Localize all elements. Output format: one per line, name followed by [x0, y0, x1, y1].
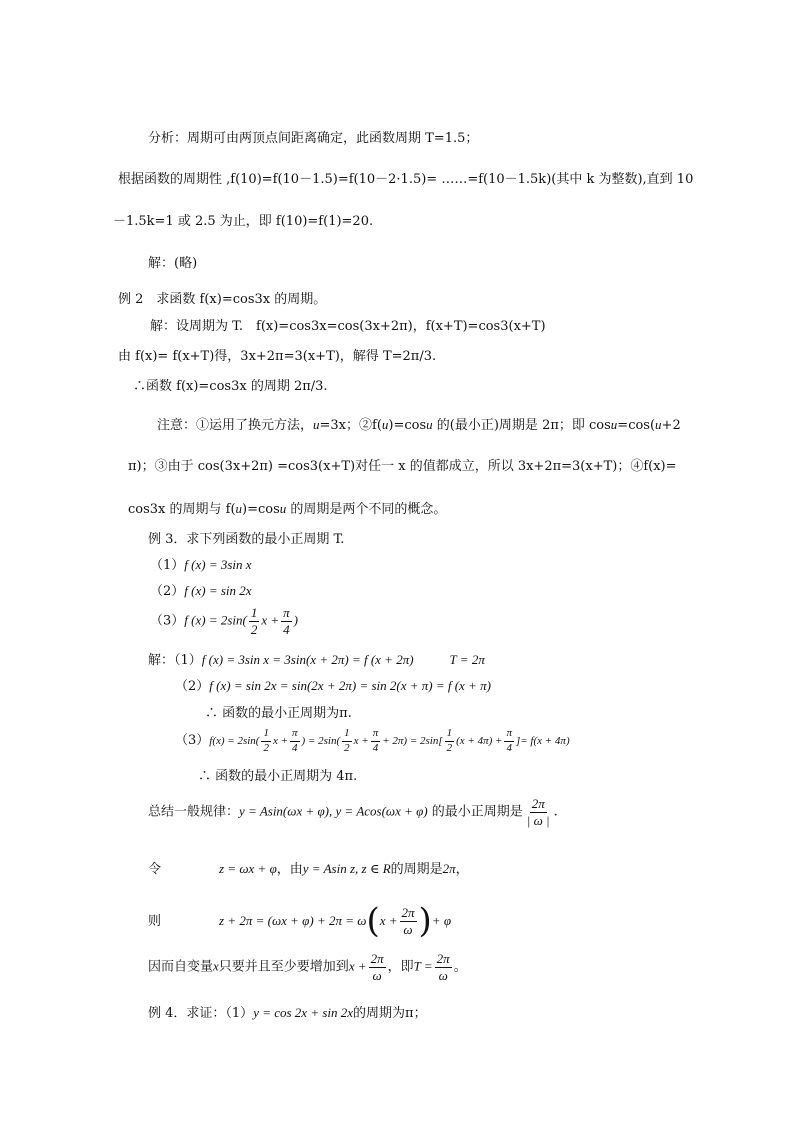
fraction: $\frac{2\pi}{\omega}$ — [436, 951, 450, 983]
solution-omitted: 解：(略) — [148, 256, 198, 271]
example-3-solution-2: （2）f (x) = sin 2x = sin(2x + 2π) = sin 2(x + π) = f (x + π) — [175, 678, 491, 694]
analysis-line: 分析：周期可由两顶点间距离确定，此函数周期 T=1.5； — [148, 131, 479, 146]
example-3-solution-1: 解：（1）f (x) = 3sin x = 3sin(x + 2π) = f (x + 2π) T = 2π — [148, 652, 485, 668]
example-4-line: 例 4．求证：（1）y = cos 2x + sin 2x的周期为π； — [148, 1005, 427, 1021]
general-rule: 总结一般规律：y = Asin(ωx + φ), y = Acos(ωx + φ) 的最小正周期是 $\frac{2\pi}{| \omega |}$ . — [148, 796, 558, 828]
example-2-solution-1: 解：设周期为 T. f(x)=cos3x=cos(3x+2π)，f(x+T)=cos3(x+T) — [150, 319, 546, 334]
example-3-item-2: （2）f (x) = sin 2x — [150, 583, 252, 599]
fraction: $\frac{\pi}{4}$ — [283, 605, 290, 637]
example-2-conclusion: ∴函数 f(x)=cos3x 的周期 2π/3. — [133, 379, 328, 394]
fraction: $\frac{1}{2}$ — [446, 727, 453, 754]
let-line: 令 z = ωx + φ，由y = Asin z, z ∈ R的周期是2π， — [148, 861, 469, 877]
example-3-conclusion-3: ∴ 函数的最小正周期为 4π. — [198, 769, 358, 784]
fraction: $\frac{1}{2}$ — [344, 727, 350, 754]
then-line: 则 z + 2π = (ωx + φ) + 2π = ω(x + $\frac{2\pi}{\omega}$ )+ φ — [148, 901, 452, 941]
fraction: $\frac{2\pi}{\omega}$ — [401, 905, 415, 937]
example-3-solution-3: （3）f(x) = 2sin( $\frac{1}{2}$ x + $\frac{\pi}{4}$ ) = 2sin( $\frac{1}{2}$ x + $\frac{\pi}{4}$ + 2π) = 2sin[ $\frac{1}{2}$ (x + 4π) + $\frac{\pi}{4}$ ]= f(x + 4π) — [175, 727, 570, 754]
fraction: $\frac{1}{2}$ — [263, 727, 269, 754]
example-3-title: 例 3．求下列函数的最小正周期 T. — [148, 532, 345, 547]
note-line-1: 注意：①运用了换元方法，u=3x；②f(u)=cosu 的(最小正)周期是 2π；即 cosu=cos(u+2 — [157, 417, 681, 433]
periodicity-line: 根据函数的周期性 ,f(10)=f(10－1.5)=f(10－2·1.5)= ……=f(10－1.5k)(其中 k 为整数),直到 10 — [118, 172, 694, 187]
fraction: $\frac{1}{2}$ — [250, 605, 258, 637]
fraction: $\frac{\pi}{4}$ — [506, 727, 512, 754]
fraction: $\frac{\pi}{4}$ — [372, 727, 379, 754]
fraction: $\frac{2\pi}{\omega}$ — [370, 951, 384, 983]
example-3-item-3: （3）f (x) = 2sin( $\frac{1}{2}$ x + $\frac{\pi}{4}$ ) — [150, 605, 298, 637]
hence-line: 因而自变量x只要并且至少要增加到x + $\frac{2\pi}{\omega}$ ，即T = $\frac{2\pi}{\omega}$ 。 — [148, 951, 467, 983]
fraction: $\frac{2\pi}{| \omega |}$ — [526, 796, 550, 828]
note-line-2: π)；③由于 cos(3x+2π) =cos3(x+T)对任一 x 的值都成立，所以 3x+2π=3(x+T)；④f(x)= — [128, 459, 677, 474]
example-2-solution-2: 由 f(x)= f(x+T)得，3x+2π=3(x+T)，解得 T=2π/3. — [118, 349, 437, 364]
periodicity-line-cont: －1.5k=1 或 2.5 为止，即 f(10)=f(1)=20. — [113, 214, 374, 229]
example-3-item-1: （1）f (x) = 3sin x — [150, 557, 252, 573]
example-2-title: 例 2 求函数 f(x)=cos3x 的周期。 — [118, 292, 327, 307]
example-3-conclusion-2: ∴ 函数的最小正周期为π. — [205, 706, 352, 721]
note-line-3: cos3x 的周期与 f(u)=cosu 的周期是两个不同的概念。 — [128, 501, 447, 517]
fraction: $\frac{\pi}{4}$ — [292, 727, 298, 754]
